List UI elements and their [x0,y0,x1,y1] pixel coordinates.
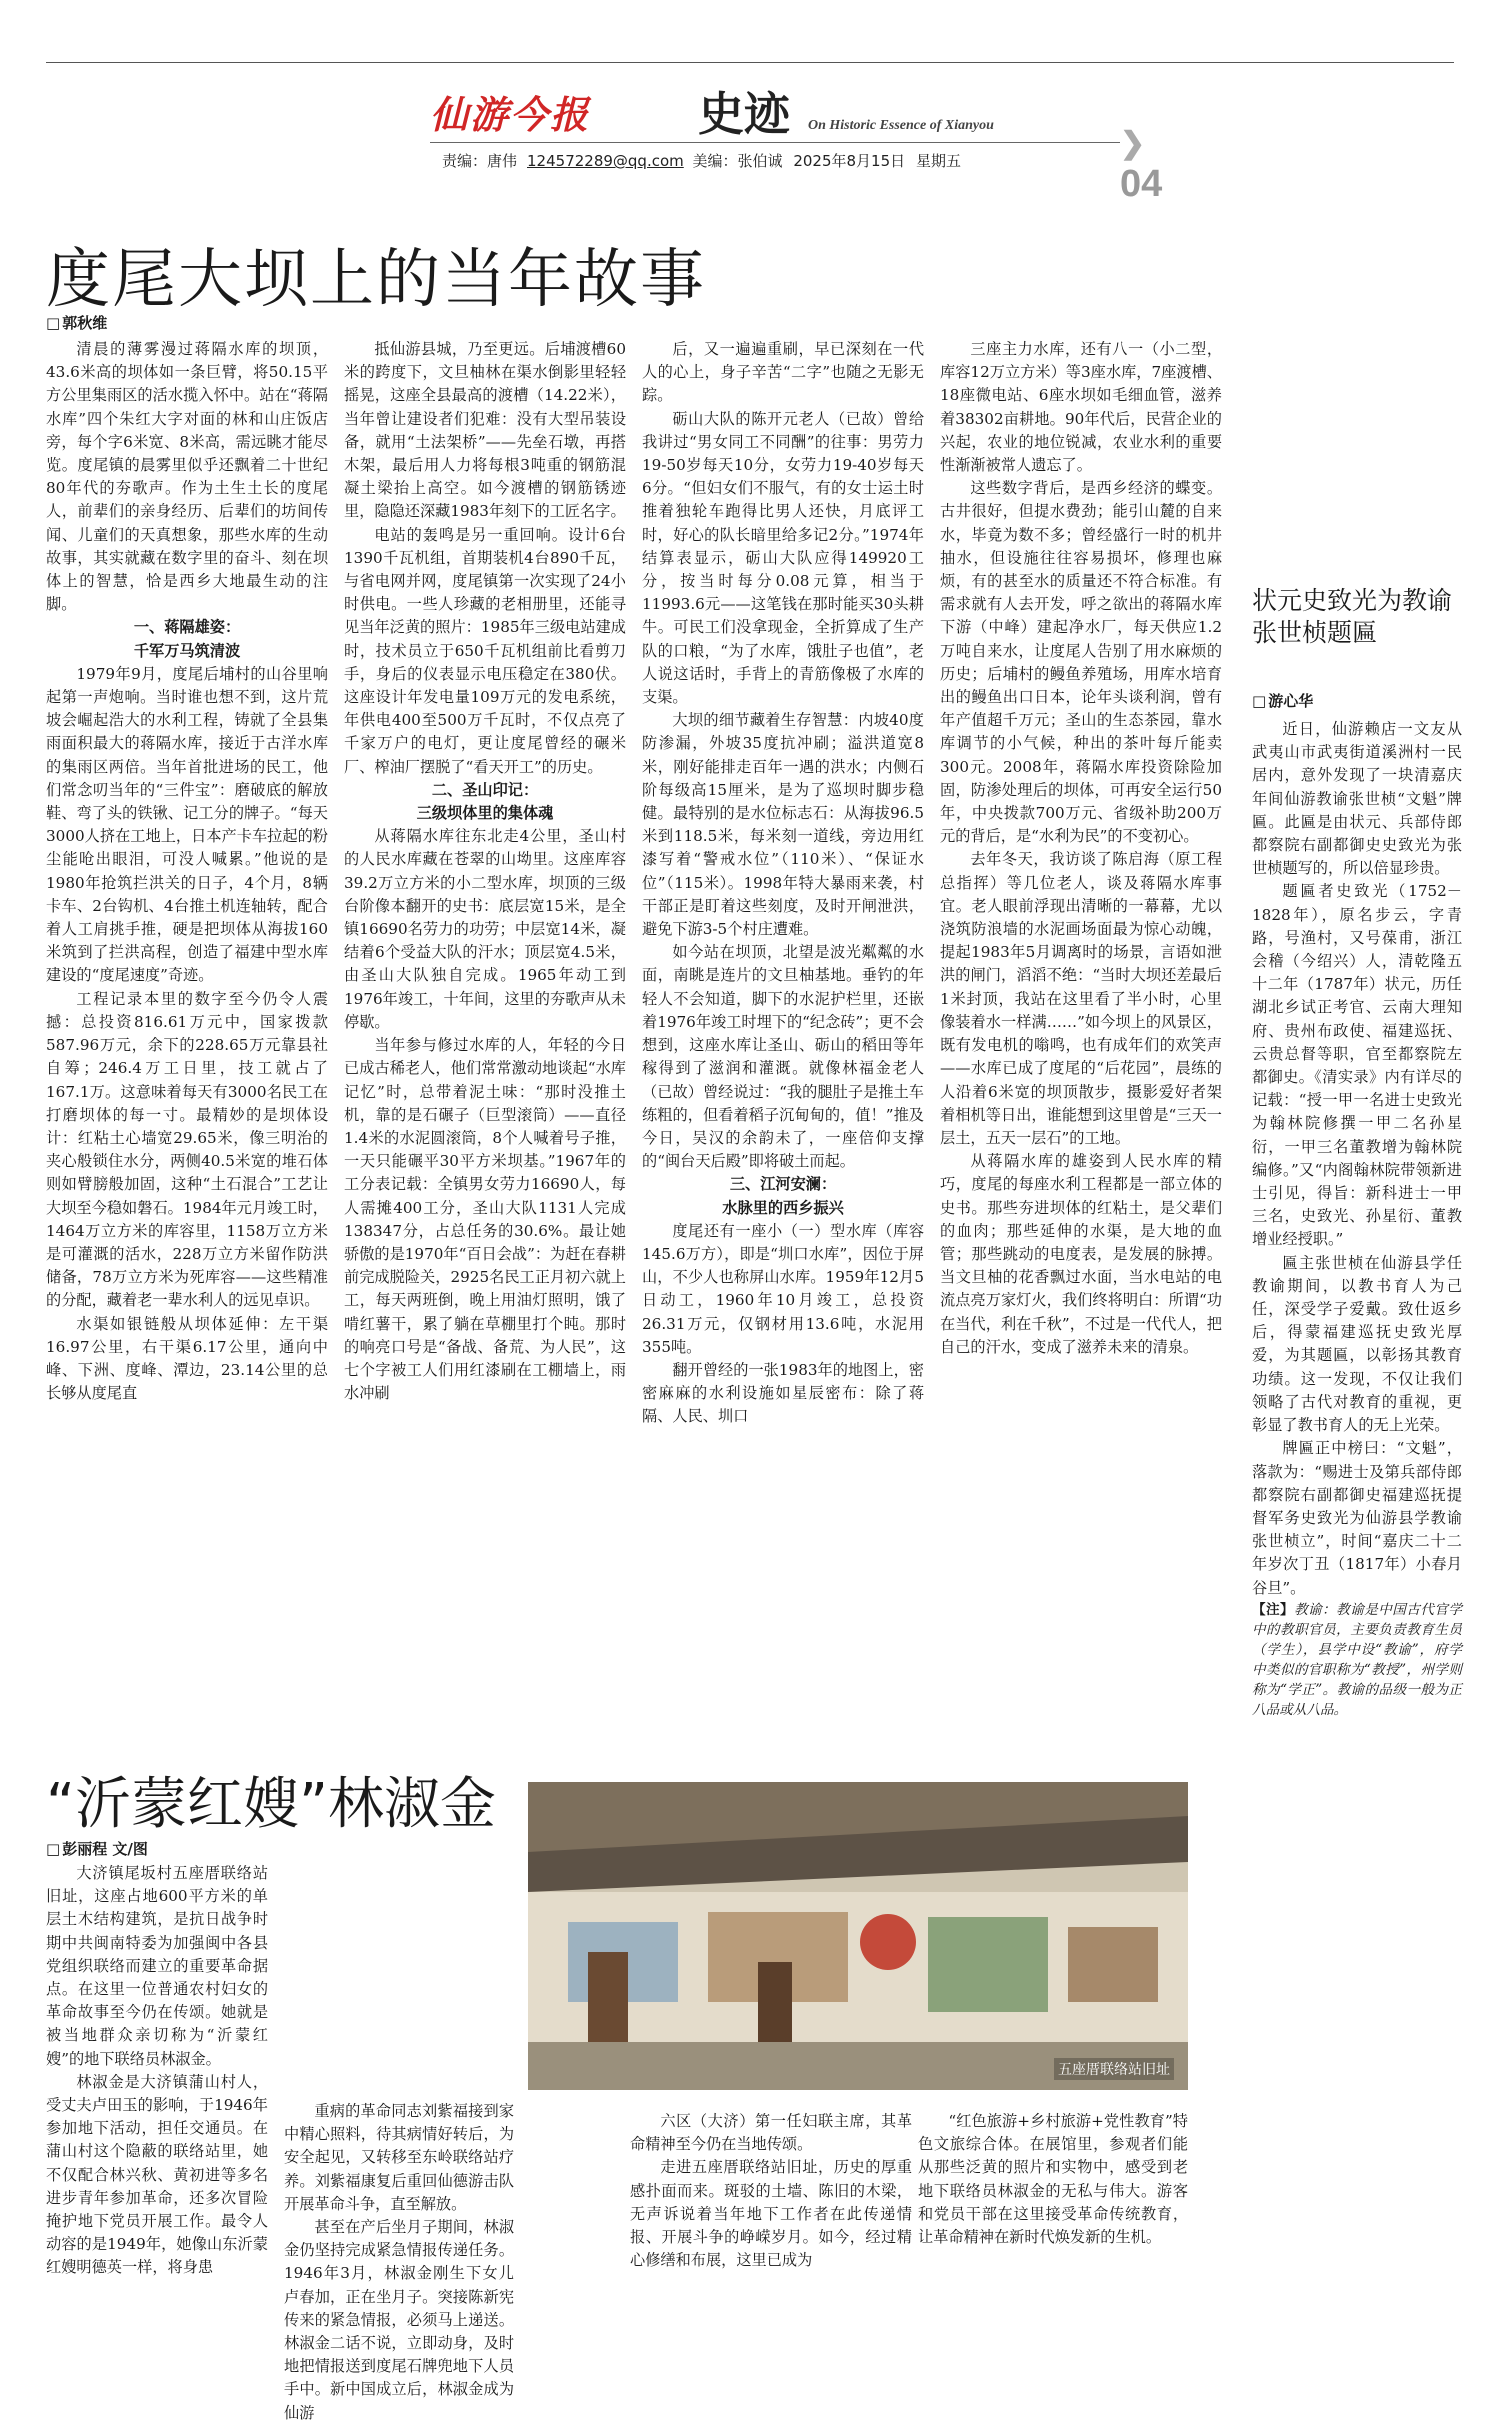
paragraph: 1979年9月，度尾后埔村的山谷里响起第一声炮响。当时谁也想不到，这片荒坡会崛起浩大的水利工程，铸就了全县集雨面积最大的蒋隔水库，接近于古洋水库的集雨区两倍。当年首批进场的民工，他们常念叨当年的“三件宝”：磨破底的解放鞋、弯了头的铁锹、记工分的牌子。“每天3000人挤在工地上，日本产卡车拉起的粉尘能呛出眼泪，可没人喊累。”他说的是1980年抢筑拦洪关的日子，4个月，8辆卡车、2台钩机、4台推土机连轴转，配合着人工肩挑手推，硬是把坝体从海拔160米筑到了拦洪高程，创造了福建中型水库建设的“度尾速度”奇迹。 [46,664,328,985]
article1-title: 度尾大坝上的当年故事 [46,243,706,317]
paragraph: 从蒋隔水库往东北走4公里，圣山村的人民水库藏在苍翠的山坳里。这座库容39.2万立方米的小二型水库，坝顶的三级台阶像本翻开的史书：底层宽15米，是全镇16690名劳力的功劳；中层宽14米，凝结着6个受益大队的汗水；顶层宽4.5米，由圣山大队独自完成。1965年动工到1976年竣工，十年间，这里的夯歌声从未停歇。 [344,827,626,1031]
top-rule [46,62,1454,63]
paragraph: 电站的轰鸣是另一重回响。设计6台1390千瓦机组，首期装机4台890千瓦，与省电网并网，度尾镇第一次实现了24小时供电。一些人珍藏的老相册里，还能寻见当年泛黄的照片：1985年三级电站建成时，技术员立于650千瓦机组前比看剪刀手，身后的仪表显示电压稳定在380伏。这座设计年发电量109万元的发电系统，年供电400至500万千瓦时，不仅点亮了千家万户的电灯，更让度尾曾经的碾米厂、榨油厂摆脱了“看天开工”的历史。 [344,525,626,776]
article2-column-2 [284,2100,514,2422]
article1-column-1 [46,338,328,1730]
paragraph: 后，又一遍遍重刷，早已深刻在一代人的心上，身子辛苦“二字”也随之无影无踪。 [642,340,924,405]
paragraph: 翻开曾经的一张1983年的地图上，密密麻麻的水利设施如星辰密布：除了蒋隔、人民、圳口 [642,1360,924,1426]
article2-title: “沂蒙红嫂”林淑金 [46,1772,497,1837]
paragraph: 六区（大济）第一任妇联主席，其革命精神至今仍在当地传颂。 [630,2112,912,2154]
paragraph: 近日，仙游赖店一文友从武夷山市武夷街道溪洲村一民居内，意外发现了一块清嘉庆年间仙游教谕张世桢“文魁”牌匾。此匾是由状元、兵部侍郎都察院右副都御史史致光为张世桢题写的，所以倍显珍贵。 [1252,720,1462,878]
paragraph: 题匾者史致光（1752－1828年），原名步云，字青路，号渔村，又号葆甫，浙江会稽（今绍兴）人，清乾隆五十二年（1787年）状元，历任湖北乡试正考官、云南大理知府、贵州布政使、福建巡抚、云贵总督等职，官至都察院左都御史。《清实录》内有详尽的记载：“授一甲一名进士史致光为翰林院修撰一甲二名孙星衍，一甲三名董教增为翰林院编修。”又“内阁翰林院带领新进士引见，得旨：新科进士一甲三名，史致光、孙星衍、董教增业经授职。” [1252,882,1462,1249]
paragraph: 重病的革命同志刘紫福接到家中精心照料，待其病情好转后，为安全起见，又转移至东岭联络站疗养。刘紫福康复后重回仙德游击队开展革命斗争，直至解放。 [284,2102,514,2213]
section-heading: 三级坝体里的集体魂 [416,804,554,823]
paragraph: 水渠如银链般从坝体延伸：左干渠16.97公里，右干渠6.17公里，通向中峰、下洲、度峰、潭边，23.14公里的总长够从度尾直 [46,1314,328,1403]
designer-credit: 美编：张伯诚 [692,152,783,170]
paragraph: 这些数字背后，是西乡经济的蝶变。古井很好，但提水费劲；能引山麓的自来水，毕竟为数不多；曾经盛行一时的机井抽水，但设施往往容易损坏，修理也麻烦，有的甚至水的质量还不符合标准。有需求就有人去开发，呼之欲出的蒋隔水库下游（中峰）建起净水厂，每天供应1.2万吨自来水，让度尾人告别了用水麻烦的历史；后埔村的鳗鱼养殖场，用库水培育出的鳗鱼出口日本，论年头谈利润，曾有年产值超千万元；圣山的生态茶园，靠水库调节的小气候，种出的茶叶每斤能卖300元。2008年，蒋隔水库投资除险加固，防渗处理后的坝体，可再安全运行50年，中央拨款700万元、省级补助200万元的背后，是“水利为民”的不变初心。 [940,479,1222,846]
sidebar-byline: □ 游心华 [1252,690,1313,711]
paragraph: 大坝的细节藏着生存智慧：内坡40度防渗漏，外坡35度抗冲刷；溢洪道宽8米，刚好能排走百年一遇的洪水；内侧石阶每级高15厘米，是为了巡坝时脚步稳健。最特别的是水位标志石：从海拔96.5米到118.5米，每米刻一道线，旁边用红漆写着“警戒水位”（110米）、“保证水位”（115米）。1998年特大暴雨来袭，村干部正是盯着这些刻度，及时开闸泄洪，避免下游3-5个村庄遭难。 [642,711,924,939]
section-title-en: On Historic Essence of Xianyou [808,118,994,133]
sidebar-paragraphs [1252,718,1462,1600]
article2-column-3 [630,2110,912,2332]
section-title: 史迹 [698,87,790,141]
note-text: 教谕：教谕是中国古代官学中的教职官员，主要负责教育生员（学生），县学中设“教谕”，府学中类似的官职称为“教授”，州学则称为“学正”。教谕的品级一般为正八品或从八品。 [1252,1601,1463,1718]
article1-column-4 [940,338,1222,1730]
paragraph: 当年参与修过水库的人，年轻的今日已成古稀老人，他们常常激动地谈起“水库记忆”时，总带着泥土味：“那时没推土机，靠的是石碾子（巨型滚筒）——直径1.4米的水泥圆滚筒，8个人喊着号子推，一天只能碾平30平方米坝基。”1967年的工分表记载：全镇男女劳力16690人，每人需摊400工分，圣山大队1131人完成138347分，占总任务的30.6%。最让她骄傲的是1970年“百日会战”：为赶在春耕前完成脱险关，2925名民工正月初六就上工，每天两班倒，晚上用油灯照明，饿了啃红薯干，累了躺在草棚里打个盹。那时的响亮口号是“备战、备荒、为人民”，这七个字被工人们用红漆刷在工棚墙上，雨水冲刷 [344,1036,626,1403]
sidebar-body [1252,718,1462,2310]
section-heading: 水脉里的西乡振兴 [722,1198,844,1217]
article2-photo [528,1782,1188,2090]
editor-email-link[interactable]: 124572289@qq.com [527,152,684,170]
paragraph: 匾主张世桢在仙游县学任教谕期间，以教书育人为己任，深受学子爱戴。致仕返乡后，得蒙福建巡抚史致光厚爱，为其题匾，以彰扬其教育功绩。这一发现，不仅让我们领略了古代对教育的重视，更彰显了教书育人的无上光荣。 [1252,1253,1462,1435]
section-heading: 千军万马筑清波 [133,641,241,660]
page-number [1120,120,1170,206]
section-heading: 二、圣山印记： [431,780,539,799]
article2-column-1 [46,1862,268,2332]
paragraph: 去年冬天，我访谈了陈启海（原工程总指挥）等几位老人，谈及蒋隔水库事宜。老人眼前浮现出清晰的一幕幕，尤以浇筑防浪墙的水泥画场面最为惊心动魄，提起1983年5月调离时的场景，言语如泄洪的闸门，滔滔不绝：“当时大坝还差最后1米封顶，我站在这里看了半小时，心里像装着水一样满……”如今坝上的风景区，既有发电机的嗡鸣，也有成年们的欢笑声——水库已成了度尾的“后花园”，晨练的人沿着6米宽的坝顶散步，摄影爱好者架着相机等日出，谁能想到这里曾是“三天一层土，五天一层石”的工地。 [940,850,1222,1147]
paragraph: 清晨的薄雾漫过蒋隔水库的坝顶，43.6米高的坝体如一条巨臂，将50.15平方公里集雨区的活水揽入怀中。站在“蒋隔水库”四个朱红大字对面的林和山庄饭店旁，每个字6米宽、8米高，需远眺才能尽览。度尾镇的晨雾里似乎还飘着二十世纪80年代的夯歌声。作为土生土长的度尾人，前辈们的亲身经历、后辈们的坊间传闻、儿童们的天真想象，那些水库的生动故事，其实就藏在数字里的奋斗、刻在坝体上的智慧，恰是西乡大地最生动的注脚。 [46,340,328,614]
article2-column-4 [918,2110,1188,2332]
article2-byline: □ 彭丽程 文/图 [46,1838,148,1859]
paragraph: 抵仙游县城，乃至更远。后埔渡槽60米的跨度下，文旦柚林在渠水倒影里轻轻摇晃，这座全县最高的渡槽（14.22米），当年曾让建设者们犯难：没有大型吊装设备，就用“土法架桥”——先垒石墩，再搭木架，最后用人力将每根3吨重的钢筋混凝土梁抬上高空。如今渡槽的钢筋锈迹里，隐隐还深藏1983年刻下的工匠名字。 [344,340,626,521]
page-number-text: 04 [1120,163,1163,205]
paragraph: 砺山大队的陈开元老人（已故）曾给我讲过“男女同工不同酬”的往事：男劳力19-50岁每天10分，女劳力19-40岁每天6分。“但妇女们不服气，有的女士运土时推着独轮车跑得比男人还快，月底评工时，好心的队长暗里给多记2分。”1974年结算表显示，砺山大队应得149920工分，按当时每分0.08元算，相当于11993.6元——这笔钱在那时能买30头耕牛。可民工们没拿现金，全折算成了生产队的口粮，“为了水库，饿肚子也值”，老人说这话时，手背上的青筋像极了水库的支渠。 [642,409,924,707]
paragraph: 走进五座厝联络站旧址，历史的厚重感扑面而来。斑驳的土墙、陈旧的木梁，无声诉说着当年地下工作者在此传递情报、开展斗争的峥嵘岁月。如今，经过精心修缮和布展，这里已成为 [630,2158,912,2270]
newspaper-logo: 仙游今报 [430,92,591,137]
section-heading: 一、蒋隔雄姿： [133,618,241,637]
paragraph: 大济镇尾坂村五座厝联络站旧址，这座占地600平方米的单层土木结构建筑，是抗日战争时期中共闽南特委为加强闽中各县党组织联络而建立的重要革命据点。在这里一位普通农村妇女的革命故事至今仍在传颂。她就是被当地群众亲切称为“沂蒙红嫂”的地下联络员林淑金。 [46,1864,268,2068]
paragraph: “红色旅游+乡村旅游+党性教育”特色文旅综合体。在展馆里，参观者们能从那些泛黄的照片和实物中，感受到老地下联络员林淑金的无私与伟大。游客和党员干部在这里接受革命传统教育，让革命精神在新时代焕发新的生机。 [918,2112,1188,2247]
photo-caption: 五座厝联络站旧址 [1054,2058,1174,2080]
paragraph: 牌匾正中榜曰：“文魁”，落款为：“赐进士及第兵部侍郎都察院右副都御史福建巡抚提督军务史致光为仙游县学教谕张世桢立”，时间“嘉庆二十二年岁次丁丑（1817年）小春月谷旦”。 [1252,1439,1462,1597]
masthead-credits [442,150,967,171]
paragraph: 度尾还有一座小（一）型水库（库容145.6万方），即是“圳口水库”，因位于屏山，不少人也称屏山水库。1959年12月5日动工，1960年10月竣工，总投资26.31万元，仅钢材用13.6吨，水泥用355吨。 [642,1221,924,1356]
issue-date: 2025年8月15日 [793,152,906,170]
article1-byline: □ 郭秋维 [46,312,107,333]
paragraph: 如今站在坝顶，北望是波光粼粼的水面，南眺是连片的文旦柚基地。垂钓的年轻人不会知道，脚下的水泥护栏里，还嵌着1976年竣工时埋下的“纪念砖”；更不会想到，这座水库让圣山、砺山的稻田等年稼得到了滋润和灌溉。就像林福金老人（已故）曾经说过：“我的腿肚子是推土车练粗的，但看着稻子沉甸甸的，值！”推及今日，吴汉的余韵未了，一座倍仰支撑的“闽台天后殿”即将破土而起。 [642,943,924,1171]
sidebar-title: 状元史致光为教谕张世桢题匾 [1252,586,1453,647]
paragraph: 甚至在产后坐月子期间，林淑金仍坚持完成紧急情报传递任务。1946年3月，林淑金刚生下女儿卢春加，正在坐月子。突接陈新宪传来的紧急情报，必须马上递送。林淑金二话不说，立即动身，及时地把情报送到度尾石牌兜地下人员手中。新中国成立后，林淑金成为仙游 [284,2218,514,2422]
section-heading: 三、江河安澜： [729,1175,837,1194]
paragraph: 工程记录本里的数字至今仍令人震撼：总投资816.61万元中，国家拨款587.96万元，余下的228.65万元靠县社自筹；246.4万工日里，技工就占了167.1万。这意味着每天有3000名民工在打磨坝体的每一寸。最精妙的是坝体设计：红粘土心墙宽29.65米，像三明治的夹心般锁住水分，两侧40.5米宽的堆石体则如臂膀般加固，这种“土石混合”工艺让大坝至今稳如磐石。1984年元月竣工时，1464万立方米的库容里，1158万立方米是可灌溉的活水，228万立方米留作防洪储备，78万立方米为死库容——这些精准的分配，藏着老一辈水利人的远见卓识。 [46,989,328,1310]
issue-weekday: 星期五 [915,152,961,170]
article1-column-2 [344,338,626,1730]
sidebar-note [1252,1600,1462,1720]
editor-credit: 责编：唐伟 [442,152,518,170]
masthead-rule [430,142,1120,143]
masthead [430,78,1170,205]
note-label: 【注】 [1252,1601,1295,1618]
paragraph: 从蒋隔水库的雄姿到人民水库的精巧，度尾的每座水利工程都是一部立体的史书。那些夯进坝体的红粘土，是父辈们的血肉；那些延伸的水渠，是大地的血管；那些跳动的电度表，是发展的脉搏。当文旦柚的花香飘过水面，当水电站的电流点亮万家灯火，我们终将明白：所谓“功在当代，利在千秋”，不过是一代代人，把自己的汗水，变成了滋养未来的清泉。 [940,1152,1222,1356]
paragraph: 三座主力水库，还有八一（小二型，库容12万立方米）等3座水库，7座渡槽、18座微电站、6座水坝如毛细血管，滋养着38302亩耕地。90年代后，民营企业的兴起，农业的地位锐减，农业水利的重要性渐渐被常人遗忘了。 [940,340,1222,475]
liaison-station-mural-image [528,1782,1188,2090]
article1-column-3 [642,338,924,1730]
paragraph: 林淑金是大济镇蒲山村人，受丈夫卢田玉的影响，于1946年参加地下活动，担任交通员。在蒲山村这个隐蔽的联络站里，她不仅配合林兴秋、黄初进等多名进步青年参加革命，还多次冒险掩护地下党员开展工作。最令人动容的是1949年，她像山东沂蒙红嫂明德英一样，将身患 [46,2072,268,2277]
chevron-right-icon: ❯ [1120,127,1146,160]
